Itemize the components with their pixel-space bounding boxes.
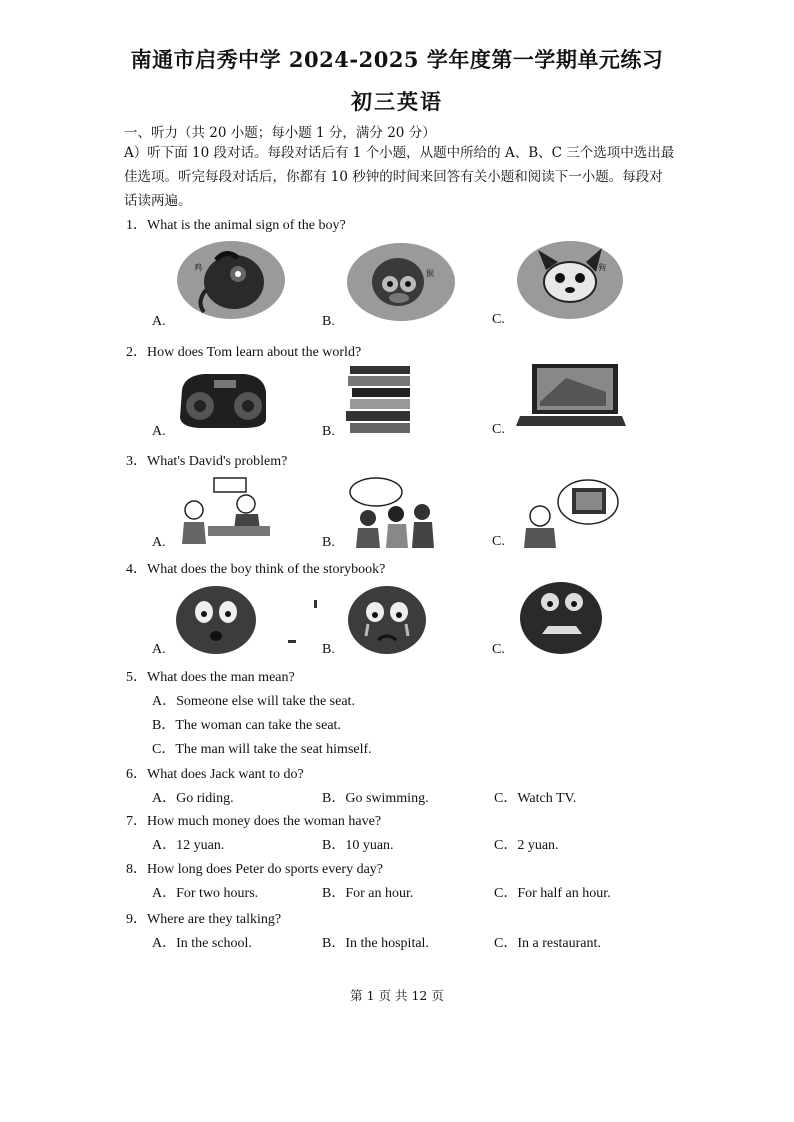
q3-option-a[interactable]: A. [152,535,166,550]
question-number: 9． [126,912,147,927]
q7-option-b[interactable]: B．10 yuan. [322,838,394,853]
q3-option-c[interactable]: C. [492,534,505,549]
instruction-line-2: 佳选项。听完每段对话后，你都有 10 秒钟的时间来回答有关小题和阅读下一小题。每段对 [124,169,663,185]
section-heading: 一、听力（共 20 小题；每小题 1 分，满分 20 分） [124,125,436,141]
question-number: 4． [126,562,147,577]
q9-option-b[interactable]: B．In the hospital. [322,936,429,951]
page-footer: 第 1 页 共 12 页 [350,988,444,1003]
q1-option-b[interactable]: B. [322,314,335,329]
instruction-line-1: A）听下面 10 段对话。每段对话后有 1 个小题，从题中所给的 A、B、C 三个选项中选出最 [124,145,675,161]
q5-option-c[interactable]: C．The man will take the seat himself. [152,742,372,757]
page-subtitle: 初三英语 [351,89,443,114]
q1-option-a[interactable]: A. [152,314,166,329]
question-text: What does the man mean? [147,670,295,685]
laptop-picture [516,362,626,430]
q9-option-a[interactable]: A．In the school. [152,936,252,951]
question-text: How does Tom learn about the world? [147,345,362,360]
question-text: What does Jack want to do? [147,767,304,782]
question-number: 8． [126,862,147,877]
scan-speck [314,600,317,608]
q9-option-c[interactable]: C．In a restaurant. [494,936,601,951]
question-2 [126,341,361,361]
question-number: 3． [126,454,147,469]
page-title: 南通市启秀中学 2024-2025 学年度第一学期单元练习 [130,47,664,72]
question-1 [126,214,346,234]
svg-text:狗: 狗 [598,263,606,272]
question-5 [126,666,295,686]
question-text: What does the boy think of the storybook? [147,562,386,577]
q1-option-c[interactable]: C. [492,312,505,327]
question-7 [126,810,381,830]
q5-option-a[interactable]: A．Someone else will take the seat. [152,694,355,709]
rooster-picture [176,240,286,320]
q2-option-c[interactable]: C. [492,422,505,437]
question-3 [126,450,287,470]
q7-option-a[interactable]: A．12 yuan. [152,838,225,853]
tv-picture [516,474,620,548]
question-text: Where are they talking? [147,912,282,927]
q4-option-b[interactable]: B. [322,642,335,657]
q2-option-b[interactable]: B. [322,424,335,439]
books-picture [346,362,416,436]
question-number: 2． [126,345,147,360]
question-number: 6． [126,767,147,782]
monkey-picture [346,242,456,322]
instruction-line-3: 话读两遍。 [124,193,192,209]
scan-speck [288,640,296,643]
dog-picture [516,240,624,320]
worried-face [518,580,604,656]
q8-option-b[interactable]: B．For an hour. [322,886,414,901]
svg-text:鸡: 鸡 [194,263,202,272]
question-text: What's David's problem? [147,454,288,469]
question-number: 5． [126,670,147,685]
radio-picture [174,366,272,432]
q4-option-c[interactable]: C. [492,642,505,657]
q6-option-c[interactable]: C．Watch TV. [494,791,577,806]
q6-option-a[interactable]: A．Go riding. [152,791,234,806]
question-text: What is the animal sign of the boy? [147,218,346,233]
family-picture [346,474,442,548]
homework-picture [174,474,274,548]
q5-option-b[interactable]: B．The woman can take the seat. [152,718,341,733]
question-number: 1． [126,218,147,233]
question-8 [126,858,383,878]
surprised-face [174,584,258,656]
question-text: How much money does the woman have? [147,814,382,829]
q7-option-c[interactable]: C．2 yuan. [494,838,559,853]
crying-face [346,584,428,656]
question-6 [126,763,304,783]
question-9 [126,908,281,928]
q8-option-a[interactable]: A．For two hours. [152,886,259,901]
question-number: 7． [126,814,147,829]
q2-option-a[interactable]: A. [152,424,166,439]
svg-text:猴: 猴 [426,269,434,278]
question-text: How long does Peter do sports every day? [147,862,384,877]
q6-option-b[interactable]: B．Go swimming. [322,791,429,806]
question-4 [126,558,385,578]
q4-option-a[interactable]: A. [152,642,166,657]
q3-option-b[interactable]: B. [322,535,335,550]
q8-option-c[interactable]: C．For half an hour. [494,886,611,901]
